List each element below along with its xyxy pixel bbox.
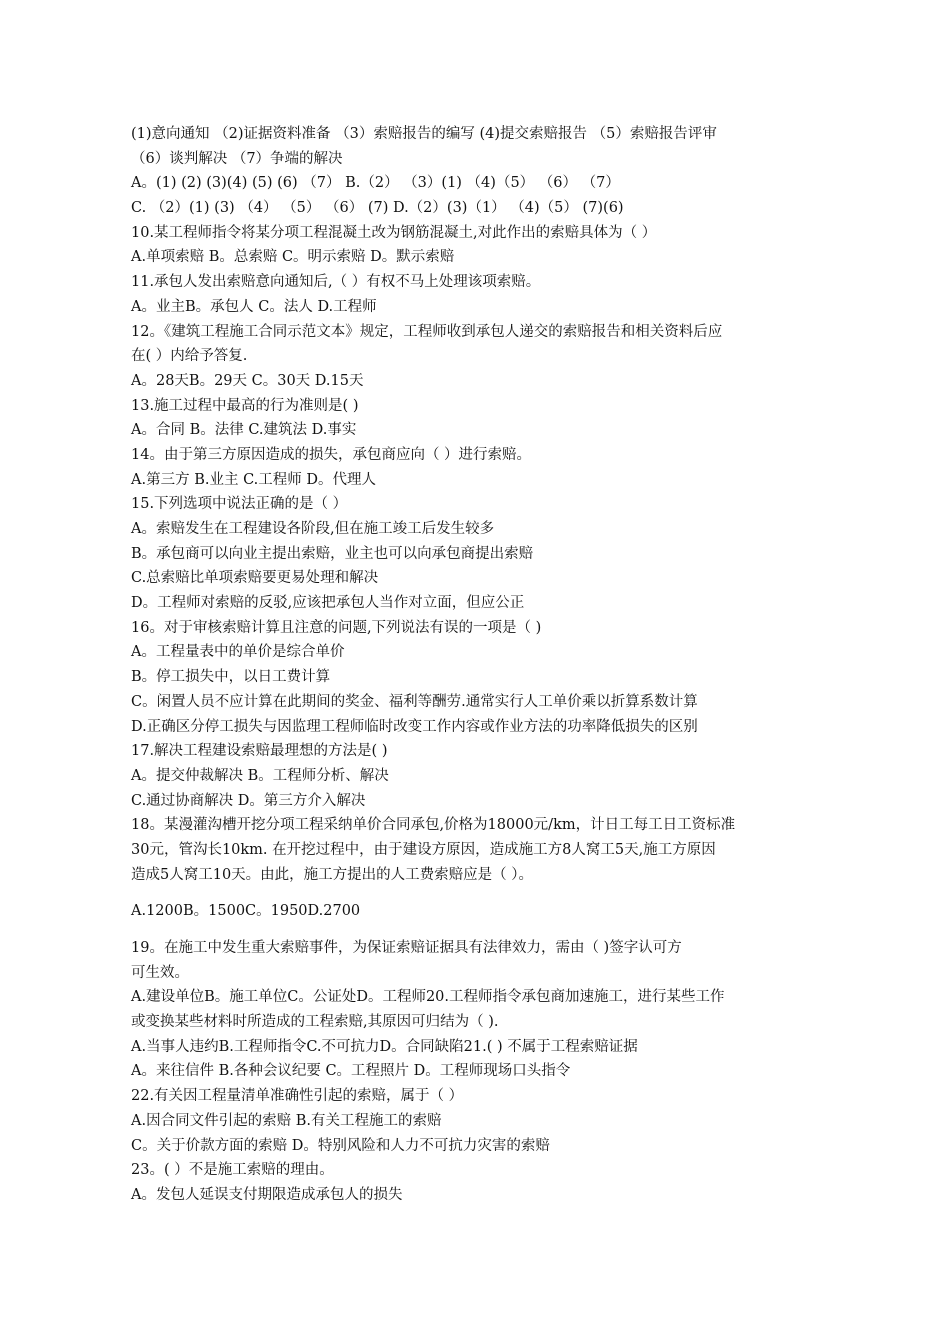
text-line: A。发包人延误支付期限造成承包人的损失 bbox=[131, 1186, 403, 1203]
text-line: 可生效。 bbox=[131, 964, 189, 981]
question-21: A.当事人违约B.工程师指令C.不可抗力D。合同缺陷21.( ) 不属于工程索赔证据 bbox=[131, 1038, 638, 1055]
question-23: 23。( ）不是施工索赔的理由。 bbox=[131, 1162, 334, 1179]
text-line: 30元，管沟长10km. 在开挖过程中，由于建设方原因，造成施工方8人窝工5天,施工方原因 bbox=[131, 841, 716, 858]
text-line: (1)意向通知 （2)证据资料准备 （3）索赔报告的编写 (4)提交索赔报告 （5）索赔报告评审 bbox=[131, 126, 717, 142]
text-line: A。合同 B。法律 C.建筑法 D.事实 bbox=[131, 422, 357, 439]
text-line: D.正确区分停工损失与因监理工程师临时改变工作内容或作业方法的功率降低损失的区别 bbox=[131, 718, 698, 735]
question-20: A.建设单位B。施工单位C。公证处D。工程师20.工程师指令承包商加速施工，进行某些工作 bbox=[131, 989, 725, 1006]
text-line: D。工程师对索赔的反驳,应该把承包人当作对立面，但应公正 bbox=[131, 595, 525, 612]
text-line: 或变换某些材料时所造成的工程索赔,其原因可归结为（ ). bbox=[131, 1014, 499, 1031]
question-15: 15.下列选项中说法正确的是（ ） bbox=[131, 496, 348, 513]
question-14: 14。由于第三方原因造成的损失，承包商应向（ ）进行索赔。 bbox=[131, 446, 532, 463]
text-line: A.因合同文件引起的索赔 B.有关工程施工的索赔 bbox=[131, 1112, 442, 1129]
document-body bbox=[131, 122, 831, 1208]
text-line: C。关于价款方面的索赔 D。特别风险和人力不可抗力灾害的索赔 bbox=[131, 1137, 550, 1154]
spacer bbox=[131, 887, 831, 899]
question-13: 13.施工过程中最高的行为准则是( ) bbox=[131, 397, 359, 414]
text-line: B。承包商可以向业主提出索赔，业主也可以向承包商提出索赔 bbox=[131, 545, 534, 562]
text-line: A.单项索赔 B。总索赔 C。明示索赔 D。默示索赔 bbox=[131, 249, 455, 266]
question-19: 19。在施工中发生重大索赔事件，为保证索赔证据具有法律效力，需由（ )签字认可方 bbox=[131, 940, 682, 956]
text-line: C.通过协商解决 D。第三方介入解决 bbox=[131, 792, 366, 809]
text-line: C. （2）(1) (3) （4） （5） （6） (7) D.（2）(3)（1） （4)（5） (7)(6) bbox=[131, 200, 624, 217]
text-line: C.总索赔比单项索赔要更易处理和解决 bbox=[131, 570, 379, 587]
text-line: C。闲置人员不应计算在此期间的奖金、福利等酬劳.通常实行人工单价乘以折算系数计算 bbox=[131, 693, 698, 710]
text-line: A.1200B。1500C。1950D.2700 bbox=[131, 903, 361, 920]
question-18: 18。某漫灌沟槽开挖分项工程采纳单价合同承包,价格为18000元/km，计日工每工日工资标准 bbox=[131, 817, 736, 834]
question-17: 17.解决工程建设索赔最理想的方法是( ) bbox=[131, 743, 388, 760]
question-10: 10.某工程师指令将某分项工程混凝土改为钢筋混凝土,对此作出的索赔具体为（ ） bbox=[131, 224, 657, 241]
text-line: A。28天B。29天 C。30天 D.15天 bbox=[131, 372, 364, 389]
spacer bbox=[131, 924, 831, 936]
text-line: A.第三方 B.业主 C.工程师 D。代理人 bbox=[131, 471, 376, 488]
text-line: A。工程量表中的单价是综合单价 bbox=[131, 644, 345, 661]
text-line: A。来往信件 B.各种会议纪要 C。工程照片 D。工程师现场口头指令 bbox=[131, 1063, 571, 1080]
question-22: 22.有关因工程量清单准确性引起的索赔，属于（ ） bbox=[131, 1088, 464, 1105]
text-line: 在( ）内给予答复. bbox=[131, 348, 248, 365]
question-16: 16。对于审核索赔计算且注意的问题,下列说法有误的一项是（ ) bbox=[131, 619, 542, 636]
text-line: 造成5人窝工10天。由此，施工方提出的人工费索赔应是（ ）。 bbox=[131, 866, 534, 883]
text-line: A。索赔发生在工程建设各阶段,但在施工竣工后发生较多 bbox=[131, 521, 495, 537]
text-line: A。提交仲裁解决 B。工程师分析、解决 bbox=[131, 767, 389, 784]
question-12: 12。《建筑工程施工合同示范文本》规定，工程师收到承包人递交的索赔报告和相关资料后应 bbox=[131, 323, 723, 340]
text-line: （6）谈判解决 （7）争端的解决 bbox=[131, 150, 343, 167]
text-line: A。业主B。承包人 C。法人 D.工程师 bbox=[131, 298, 377, 315]
text-line: A。(1) (2) (3)(4) (5) (6) （7） B.（2） （3）(1) （4)（5） （6） （7） bbox=[131, 175, 620, 192]
question-11: 11.承包人发出索赔意向通知后,（ ）有权不马上处理该项索赔。 bbox=[131, 274, 541, 291]
text-line: B。停工损失中，以日工费计算 bbox=[131, 669, 331, 686]
